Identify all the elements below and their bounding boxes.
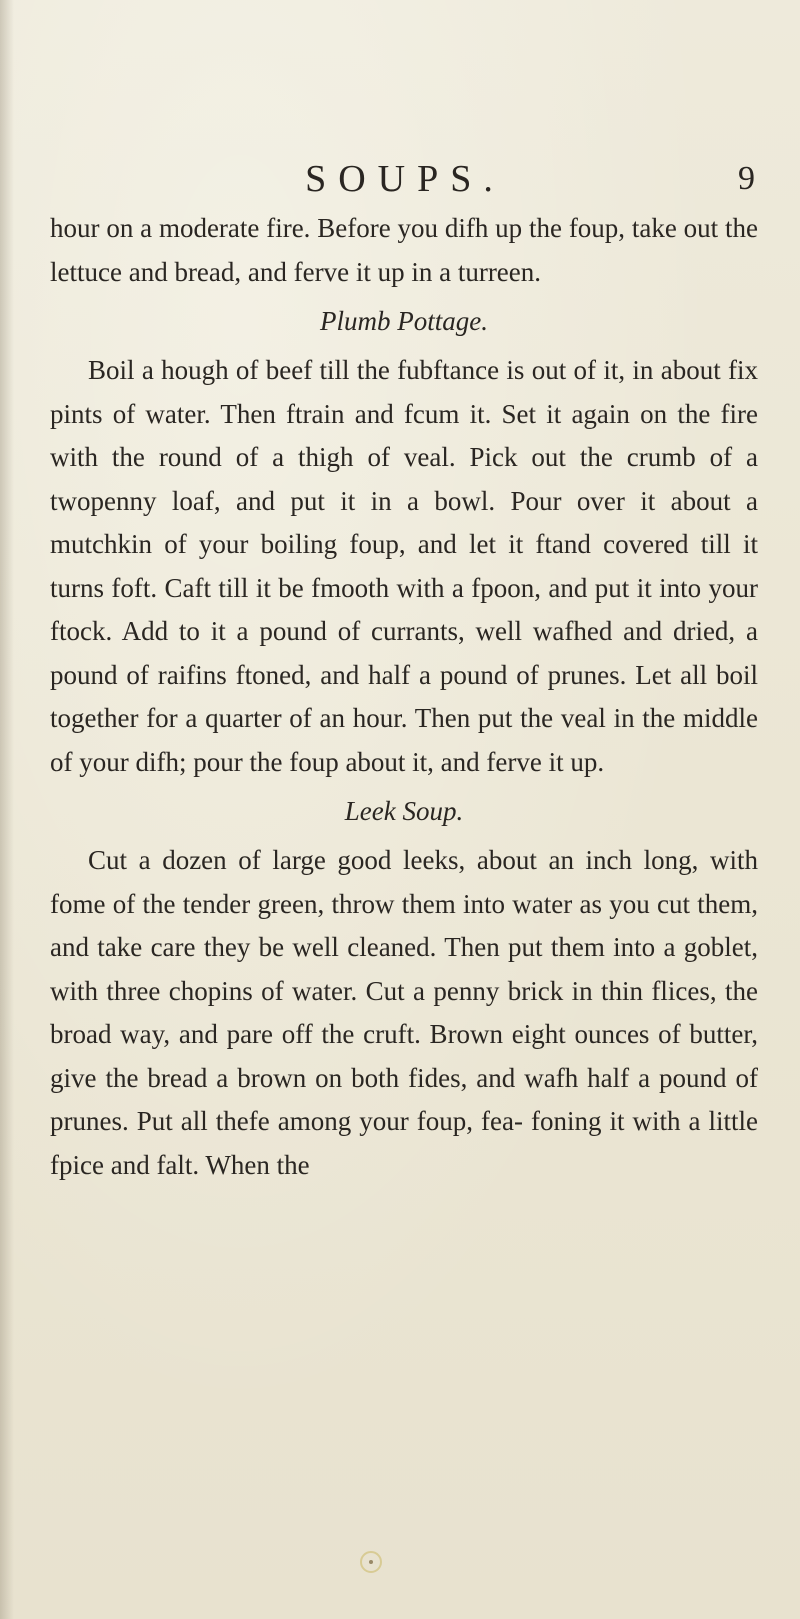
running-title: SOUPS. xyxy=(305,158,505,200)
recipe-heading-plumb-pottage: Plumb Pottage. xyxy=(320,306,488,336)
opening-paragraph: hour on a moderate fire. Before you difh up the foup, take out the lettuce and bread, and ferve it up in a turreen. xyxy=(50,213,758,287)
page-number: 9 xyxy=(738,160,755,197)
binding-shadow xyxy=(0,0,14,1619)
recipe-body-leek-soup: Cut a dozen of large good leeks, about an inch long, with fome of the tender green, throw them into water as you cut them, and take care they be well cleaned. Then put them into a goblet, with three chopins of water. Cut a penny brick in thin flices, the broad way, and pare off the cruft. Brown eight ounces of butter, give the bread a brown on both fides, and wafh half a pound of prunes. Put all thefe among your foup, fea- foning it with a little fpice and falt. When the xyxy=(50,845,758,1180)
recipe-body-plumb-pottage: Boil a hough of beef till the fubftance is out of it, in about fix pints of water. Then ftrain and fcum it. Set it again on the fire with the round of a thigh of veal. Pick out the crumb of a twopenny loaf, and put it in a bowl. Pour over it about a mutchkin of your boiling foup, and let it ftand covered till it turns foft. Caft till it be fmooth with a fpoon, and put it into your ftock. Add to it a pound of currants, well wafhed and dried, a pound of raifins ftoned, and half a pound of prunes. Let all boil together for a quarter of an hour. Then put the veal in the middle of your difh; pour the foup about it, and ferve it up. xyxy=(50,355,758,777)
recipe-heading-leek-soup: Leek Soup. xyxy=(344,796,464,826)
page-body xyxy=(50,207,758,1187)
running-head xyxy=(0,154,800,204)
stain-mark xyxy=(360,1551,382,1573)
